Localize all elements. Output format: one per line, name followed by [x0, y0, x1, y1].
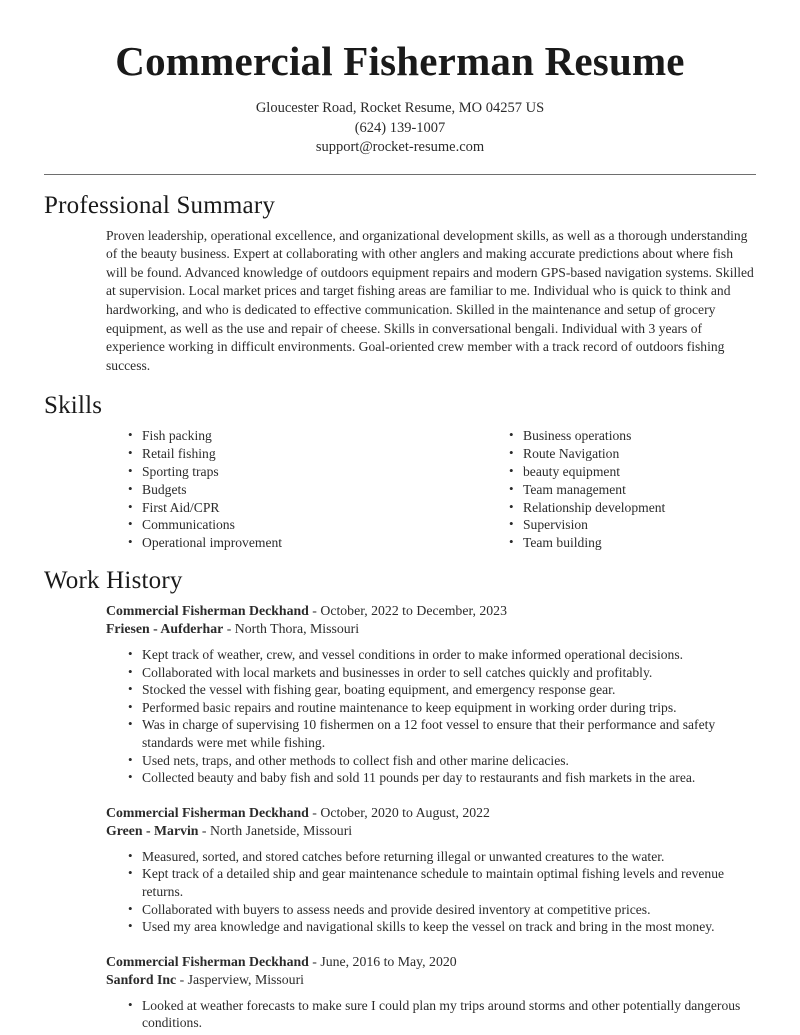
job-title: Commercial Fisherman Deckhand [106, 804, 309, 820]
job-responsibility-item: • Stocked the vessel with fishing gear, boating equipment, and emergency response gear. [128, 681, 756, 699]
job-responsibility-item: • Was in charge of supervising 10 fishermen on a 12 foot vessel to ensure that their performance and safety standards were met while fishing. [128, 716, 756, 751]
skills-column-left [106, 427, 431, 552]
section-heading-skills: Skills [44, 392, 103, 420]
job-location: - North Janetside, Missouri [198, 823, 353, 839]
work-history-entry [44, 804, 756, 936]
job-responsibility-list [106, 997, 756, 1032]
skills-section [44, 391, 756, 552]
contact-email[interactable]: support@rocket-resume.com [315, 139, 485, 156]
job-location: - Jasperview, Missouri [176, 972, 305, 988]
contact-info [44, 99, 756, 158]
work-history-entry [44, 602, 756, 787]
job-responsibility-item: • Kept track of a detailed ship and gear maintenance schedule to maintain optimal fishing levels and revenue returns. [128, 865, 756, 900]
job-company: Sanford Inc [106, 972, 177, 988]
job-company-line [106, 822, 756, 841]
skill-item: • beauty equipment [509, 463, 756, 481]
job-company-line [106, 971, 756, 990]
skill-item: • Business operations [509, 427, 756, 445]
work-history-entry [44, 953, 756, 1032]
job-responsibility-list [106, 848, 756, 936]
skills-list-right [487, 427, 756, 552]
job-responsibility-item: • Collected beauty and baby fish and sold 11 pounds per day to restaurants and fish markets in the area. [128, 769, 756, 787]
professional-summary-text: Proven leadership, operational excellence, and organizational development skills, as well as a thorough understanding of the beauty business. Expert at collaborating with other anglers and making accurate predictions about where fish will be found. Advanced knowledge of outdoors equipment repairs and modern GPS-based navigation systems. Skilled at supervision. Local market prices and target fishing areas are familiar to me. Individual who is quick to think and hardworking, and who is dedicated to effective communication. Skilled in the maintenance and setup of grocery equipment, as well as the use and repair of cheese. Skills in conversational bengali. Individual with 3 years of experience working in difficult environments. Goal-oriented crew member with a track record of outdoors fishing success. [106, 227, 754, 373]
section-heading-professional-summary: Professional Summary [44, 191, 276, 219]
skill-item: • Communications [128, 516, 431, 534]
section-heading-work-history: Work History [44, 566, 183, 594]
job-dates: - June, 2016 to May, 2020 [308, 953, 457, 969]
skill-item: • Supervision [509, 516, 756, 534]
job-responsibility-item: • Kept track of weather, crew, and vessel conditions in order to make informed operational decisions. [128, 646, 756, 664]
job-responsibility-item: • Looked at weather forecasts to make sure I could plan my trips around storms and other potentially dangerous conditions. [128, 997, 756, 1032]
job-company-line [106, 620, 756, 639]
skill-item: • Operational improvement [128, 534, 431, 552]
skill-item: • Fish packing [128, 427, 431, 445]
job-title: Commercial Fisherman Deckhand [106, 953, 309, 969]
skill-item: • Route Navigation [509, 445, 756, 463]
work-history-section [44, 566, 756, 1032]
job-dates: - October, 2022 to December, 2023 [308, 602, 507, 618]
job-responsibility-list [106, 646, 756, 787]
job-title-line [106, 953, 756, 972]
skill-item: • Budgets [128, 481, 431, 499]
job-responsibility-item: • Collaborated with local markets and businesses in order to sell catches quickly and profitably. [128, 664, 756, 682]
professional-summary-section [44, 191, 756, 376]
job-responsibility-item: • Used nets, traps, and other methods to collect fish and other marine delicacies. [128, 752, 756, 770]
skill-item: • First Aid/CPR [128, 499, 431, 517]
job-dates: - October, 2020 to August, 2022 [308, 804, 490, 820]
job-title-line [106, 602, 756, 621]
skill-item: • Retail fishing [128, 445, 431, 463]
skill-item: • Sporting traps [128, 463, 431, 481]
job-responsibility-item: • Used my area knowledge and navigational skills to keep the vessel on track and bring in the most money. [128, 918, 756, 936]
job-location: - North Thora, Missouri [223, 621, 360, 637]
job-title: Commercial Fisherman Deckhand [106, 602, 309, 618]
job-title-line [106, 804, 756, 823]
skill-item: • Relationship development [509, 499, 756, 517]
skills-list-left [106, 427, 431, 552]
job-responsibility-item: • Measured, sorted, and stored catches before returning illegal or unwanted creatures to the water. [128, 848, 756, 866]
page-title: Commercial Fisherman Resume [115, 38, 685, 84]
skills-column-right [431, 427, 756, 552]
job-company: Green - Marvin [106, 823, 199, 839]
skill-item: • Team building [509, 534, 756, 552]
job-responsibility-item: • Collaborated with buyers to assess needs and provide desired inventory at competitive prices. [128, 901, 756, 919]
contact-address: Gloucester Road, Rocket Resume, MO 04257 US [255, 100, 545, 117]
header-divider [44, 174, 756, 175]
skill-item: • Team management [509, 481, 756, 499]
contact-phone: (624) 139-1007 [354, 119, 446, 136]
job-responsibility-item: • Performed basic repairs and routine maintenance to keep equipment in working order during trips. [128, 699, 756, 717]
work-history-list [44, 602, 756, 1032]
job-company: Friesen - Aufderhar [106, 621, 224, 637]
